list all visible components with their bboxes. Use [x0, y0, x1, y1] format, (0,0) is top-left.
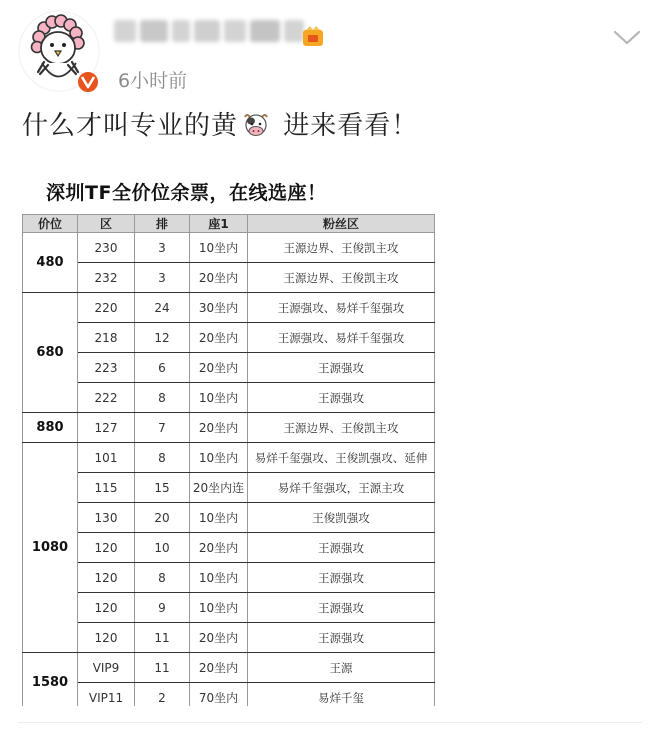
table-row [23, 533, 435, 563]
fans-cell: 易烊千玺强攻、王俊凯强攻、延伸 [248, 443, 435, 473]
zone-cell: 127 [78, 413, 135, 443]
table-row [23, 623, 435, 653]
row-cell: 11 [135, 623, 190, 653]
seat-cell: 20坐内连 [190, 473, 248, 503]
seat-cell: 10坐内 [190, 593, 248, 623]
zone-cell: 120 [78, 563, 135, 593]
row-cell: 9 [135, 593, 190, 623]
column-header: 排 [135, 215, 190, 233]
fans-cell: 王源边界、王俊凯主攻 [248, 413, 435, 443]
table-row [23, 353, 435, 383]
zone-cell: 232 [78, 263, 135, 293]
table-row [23, 443, 435, 473]
fans-cell: 王源 [248, 653, 435, 683]
table-row [23, 683, 435, 707]
row-cell: 3 [135, 233, 190, 263]
row-cell: 7 [135, 413, 190, 443]
seat-cell: 70坐内 [190, 683, 248, 707]
zone-cell: 222 [78, 383, 135, 413]
zone-cell: 223 [78, 353, 135, 383]
seat-cell: 30坐内 [190, 293, 248, 323]
chevron-down-icon[interactable] [612, 28, 642, 48]
zone-cell: 115 [78, 473, 135, 503]
zone-cell: 120 [78, 593, 135, 623]
seat-cell: 20坐内 [190, 413, 248, 443]
fans-cell: 王源强攻 [248, 383, 435, 413]
row-cell: 3 [135, 263, 190, 293]
fans-cell: 王源强攻 [248, 623, 435, 653]
post-text-after: 进来看看！ [274, 111, 419, 141]
price-cell: 1580 [23, 653, 78, 707]
table-row [23, 413, 435, 443]
seat-cell: 10坐内 [190, 233, 248, 263]
seat-cell: 10坐内 [190, 503, 248, 533]
post-text-before: 什么才叫专业的黄 [22, 111, 239, 141]
zone-cell: 230 [78, 233, 135, 263]
seat-cell: 20坐内 [190, 653, 248, 683]
table-row [23, 293, 435, 323]
table-row [23, 263, 435, 293]
zone-cell: VIP9 [78, 653, 135, 683]
cow-face-icon [242, 111, 270, 139]
zone-cell: 120 [78, 623, 135, 653]
column-header: 粉丝区 [248, 215, 435, 233]
divider [18, 722, 642, 723]
fans-cell: 王源强攻 [248, 353, 435, 383]
row-cell: 11 [135, 653, 190, 683]
seat-cell: 20坐内 [190, 623, 248, 653]
row-cell: 8 [135, 383, 190, 413]
seat-cell: 10坐内 [190, 443, 248, 473]
fans-cell: 王源强攻 [248, 533, 435, 563]
zone-cell: 130 [78, 503, 135, 533]
username-blurred[interactable] [114, 20, 314, 50]
table-row [23, 503, 435, 533]
row-cell: 2 [135, 683, 190, 707]
price-cell: 680 [23, 293, 78, 413]
table-row [23, 653, 435, 683]
seat-cell: 20坐内 [190, 353, 248, 383]
table-row [23, 383, 435, 413]
row-cell: 8 [135, 443, 190, 473]
image-title: 深圳TF全价位余票，在线选座！ [46, 182, 327, 204]
seat-cell: 20坐内 [190, 323, 248, 353]
table-row [23, 563, 435, 593]
fans-cell: 王源边界、王俊凯主攻 [248, 263, 435, 293]
table-row [23, 593, 435, 623]
zone-cell: 218 [78, 323, 135, 353]
post-image[interactable] [22, 170, 436, 706]
verified-badge-icon [76, 70, 100, 94]
price-cell: 1080 [23, 443, 78, 653]
post-header [18, 10, 642, 94]
table-row [23, 323, 435, 353]
fans-cell: 王源强攻、易烊千玺强攻 [248, 293, 435, 323]
seat-cell: 10坐内 [190, 563, 248, 593]
zone-cell: 120 [78, 533, 135, 563]
column-header: 价位 [23, 215, 78, 233]
column-header: 座1 [190, 215, 248, 233]
row-cell: 10 [135, 533, 190, 563]
fans-cell: 王源边界、王俊凯主攻 [248, 233, 435, 263]
zone-cell: 220 [78, 293, 135, 323]
price-cell: 480 [23, 233, 78, 293]
column-header: 区 [78, 215, 135, 233]
seat-cell: 10坐内 [190, 383, 248, 413]
zone-cell: VIP11 [78, 683, 135, 707]
row-cell: 20 [135, 503, 190, 533]
table-row [23, 233, 435, 263]
fans-cell: 王俊凯强攻 [248, 503, 435, 533]
row-cell: 15 [135, 473, 190, 503]
seat-cell: 20坐内 [190, 533, 248, 563]
table-row [23, 473, 435, 503]
fans-cell: 王源强攻 [248, 593, 435, 623]
price-cell: 880 [23, 413, 78, 443]
fans-cell: 易烊千玺 [248, 683, 435, 707]
seat-cell: 20坐内 [190, 263, 248, 293]
post-timestamp: 6小时前 [118, 70, 188, 92]
row-cell: 24 [135, 293, 190, 323]
post-text [22, 110, 418, 142]
row-cell: 8 [135, 563, 190, 593]
table-header-row [23, 215, 435, 233]
fans-cell: 王源强攻、易烊千玺强攻 [248, 323, 435, 353]
row-cell: 12 [135, 323, 190, 353]
fans-cell: 易烊千玺强攻，王源主攻 [248, 473, 435, 503]
seat-table-body [23, 233, 435, 707]
row-cell: 6 [135, 353, 190, 383]
fans-cell: 王源强攻 [248, 563, 435, 593]
member-level-icon [300, 26, 326, 48]
seat-table [22, 214, 435, 706]
zone-cell: 101 [78, 443, 135, 473]
